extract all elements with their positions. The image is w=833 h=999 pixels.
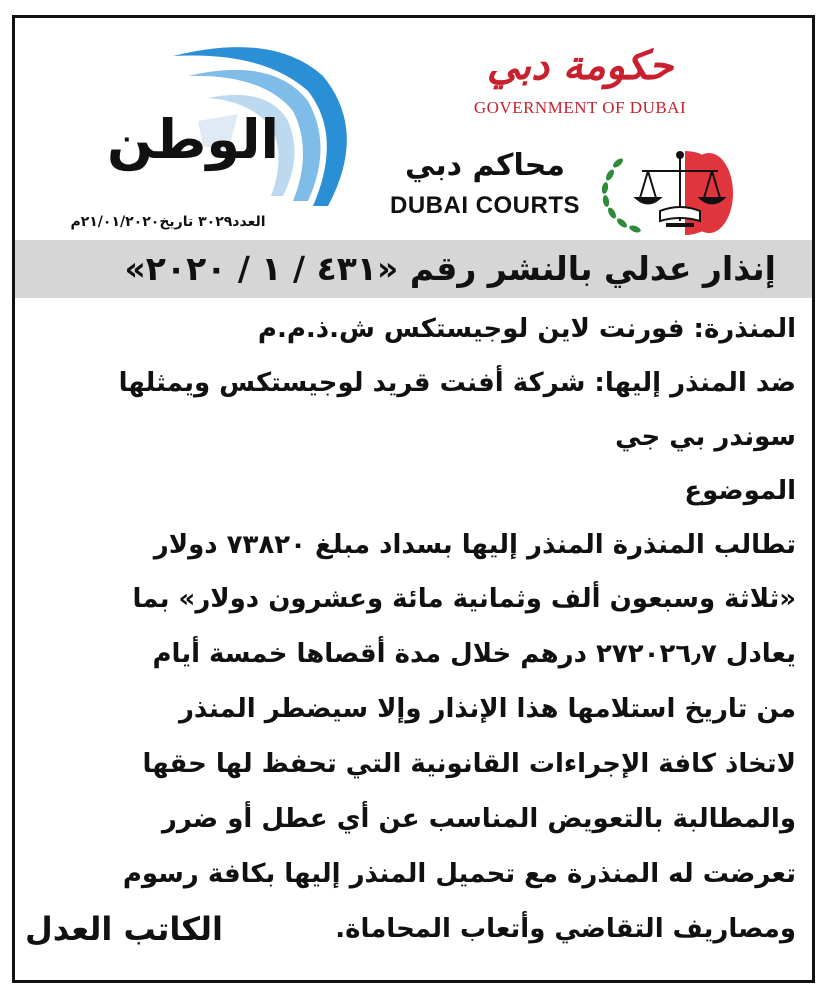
newspaper-name: الوطن xyxy=(106,108,280,171)
notary-signature: الكاتب العدل xyxy=(25,910,223,948)
notice-line: من تاريخ استلامها هذا الإنذار وإلا سيضطر المنذر xyxy=(178,694,796,724)
notice-line: لاتخاذ كافة الإجراءات القانونية التي تحفظ لها حقها xyxy=(142,749,796,779)
courts-arabic-name: محاكم دبي xyxy=(405,148,565,183)
notice-line: «ثلاثة وسبعون ألف وثمانية مائة وعشرون دولار» بما xyxy=(132,584,796,614)
notice-body xyxy=(15,302,812,957)
newspaper-logo xyxy=(23,36,363,236)
notice-line: تطالب المنذرة المنذر إليها بسداد مبلغ ٧٣٨٢٠ دولار xyxy=(153,530,796,560)
notice-line: والمطالبة بالتعويض المناسب عن أي عطل أو ضرر xyxy=(161,804,796,834)
notice-line: المنذرة: فورنت لاين لوجيستكس ش.ذ.م.م xyxy=(257,314,796,344)
notice-line: الموضوع xyxy=(684,476,796,506)
notice-last-line xyxy=(25,902,796,957)
notice-line: تعرضت له المنذرة مع تحميل المنذر إليها بكافة رسوم xyxy=(122,859,796,889)
notice-frame xyxy=(12,15,815,983)
notice-line: ضد المنذر إليها: شركة أفنت قريد لوجيستكس ويمثلها xyxy=(118,368,796,398)
notice-closing-text: ومصاريف التقاضي وأتعاب المحاماة. xyxy=(335,914,796,944)
header xyxy=(15,18,812,240)
courts-english-name: DUBAI COURTS xyxy=(390,192,580,219)
scales-of-justice-icon xyxy=(590,143,765,235)
notice-line: سوندر بي جي xyxy=(615,422,796,452)
government-of-dubai-logo xyxy=(445,38,715,128)
notice-title: إنذار عدلي بالنشر رقم «٤٣١ / ١ / ٢٠٢٠» xyxy=(15,240,812,298)
notice-line: يعادل ٢٧٢٠٢٦٫٧ درهم خلال مدة أقصاها خمسة أيام xyxy=(152,639,796,669)
government-arabic-name: حكومة دبي xyxy=(486,42,674,89)
government-english-name: GOVERNMENT OF DUBAI xyxy=(473,98,687,117)
issue-line: العدد٣٠٢٩ تاريخ٢١/٠١/٢٠٢٠م xyxy=(70,214,266,230)
dubai-courts-logo xyxy=(375,148,805,236)
